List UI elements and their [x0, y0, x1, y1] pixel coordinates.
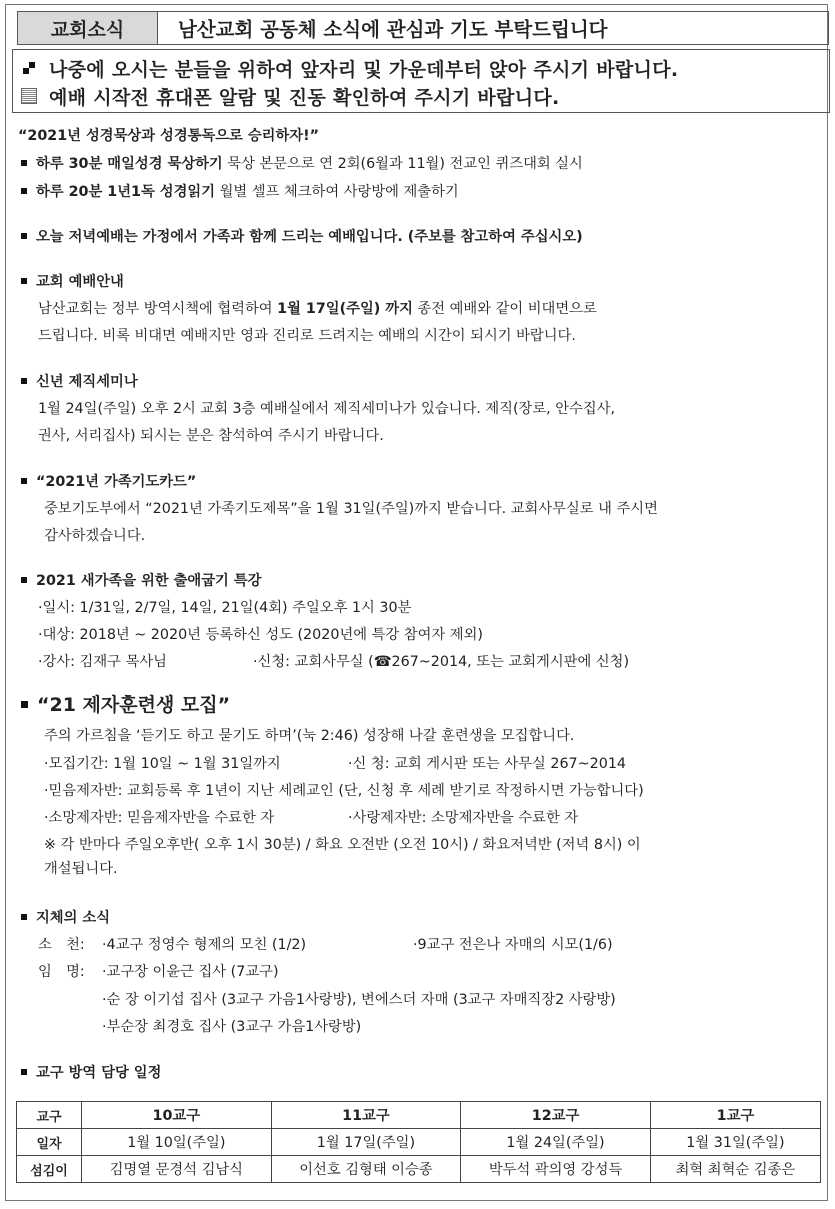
exodus-lecture-speaker: ·강사: 김재구 목사님 [38, 654, 167, 670]
row-label: 교구 [17, 1102, 82, 1129]
disciple-heading: “21 제자훈련생 모집” [18, 691, 230, 719]
death-item-1: ·4교구 정영수 형제의 모친 (1/2) [102, 937, 307, 953]
exodus-lecture-apply: ·신청: 교회사무실 (☎267~2014, 또는 교회게시판에 신청) [253, 654, 630, 670]
disinfection-schedule-table [16, 1101, 821, 1183]
table-row-servers [17, 1156, 821, 1183]
district-cell: 10교구 [82, 1102, 272, 1129]
members-heading: 지체의 소식 [18, 907, 110, 929]
date-cell: 1월 24일(주일) [461, 1129, 651, 1156]
date-cell: 1월 10일(주일) [82, 1129, 272, 1156]
servers-cell: 김명열 문경석 김남식 [82, 1156, 272, 1183]
appoint-item-3: ·부순장 최경호 집사 (3교구 가음1사랑방) [102, 1019, 362, 1035]
notice-line-seating: 나중에 오시는 분들을 위하여 앞자리 및 가운데부터 앉아 주시기 바랍니다. [21, 54, 829, 82]
bullet-icon [21, 577, 27, 583]
date-cell: 1월 17일(주일) [271, 1129, 461, 1156]
disciple-intro: 주의 가르침을 ‘듣기도 하고 묻기도 하며’(눅 2:46) 성장해 나갈 훈련생을 모집합니다. [44, 728, 575, 744]
bullet-icon [21, 188, 27, 194]
bullet-icon [21, 478, 27, 484]
bullet-icon [21, 1069, 27, 1075]
bible-item-meditation: 하루 30분 매일성경 묵상하기 묵상 본문으로 연 2회(6월과 11월) 전교인 퀴즈대회 실시 [18, 153, 583, 175]
disciple-schedule-note-2: 개설됩니다. [44, 861, 118, 877]
diagonal-squares-icon [21, 60, 37, 76]
table-row-date [17, 1129, 821, 1156]
appoint-label: 임 명: [38, 964, 85, 980]
row-label: 섬김이 [17, 1156, 82, 1183]
worship-text-2: 드립니다. 비록 비대면 예배지만 영과 진리로 드려지는 예배의 시간이 되시기 바랍니다. [38, 328, 576, 344]
exodus-lecture-target: ·대상: 2018년 ~ 2020년 등록하신 성도 (2020년에 특강 참여자 제외) [38, 627, 483, 643]
district-cell: 1교구 [650, 1102, 820, 1129]
prayer-card-heading: “2021년 가족기도카드” [18, 471, 196, 493]
notice-line-phone: 예배 시작전 휴대폰 알람 및 진동 확인하여 주시기 바랍니다. [21, 82, 829, 110]
servers-cell: 최혁 최혁순 김종은 [650, 1156, 820, 1183]
table-row-district [17, 1102, 821, 1129]
prayer-card-text-1: 중보기도부에서 “2021년 가족기도제목”을 1월 31일(주일)까지 받습니다. 교회사무실로 내 주시면 [44, 501, 658, 517]
death-item-2: ·9교구 전은나 자매의 시모(1/6) [413, 937, 613, 953]
bullet-icon [21, 278, 27, 284]
evening-service-note: 오늘 저녁예배는 가정에서 가족과 함께 드리는 예배입니다. (주보를 참고하여 주십시오) [18, 226, 583, 248]
row-label: 일자 [17, 1129, 82, 1156]
disciple-faith-class: ·믿음제자반: 교회등록 후 1년이 지난 세례교인 (단, 신청 후 세례 받기로 작정하시면 가능합니다) [44, 783, 644, 799]
bullet-icon [21, 378, 27, 384]
servers-cell: 이선호 김형태 이승종 [271, 1156, 461, 1183]
district-cell: 12교구 [461, 1102, 651, 1129]
seminar-heading: 신년 제직세미나 [18, 371, 138, 393]
disciple-hope-class: ·소망제자반: 믿음제자반을 수료한 자 [44, 810, 275, 826]
servers-cell: 박두석 곽의영 강성득 [461, 1156, 651, 1183]
appoint-item-2: ·순 장 이기섭 집사 (3교구 가음1사랑방), 변에스더 자매 (3교구 자매직장2 사랑방) [102, 992, 616, 1008]
exodus-lecture-heading: 2021 새가족을 위한 출애굽기 특강 [18, 570, 261, 592]
header-bar [17, 11, 829, 45]
section-tag: 교회소식 [18, 12, 158, 44]
worship-heading: 교회 예배안내 [18, 271, 124, 293]
appoint-item-1: ·교구장 이윤근 집사 (7교구) [102, 964, 279, 980]
death-label: 소 천: [38, 937, 85, 953]
bullet-icon [21, 233, 27, 239]
date-cell: 1월 31일(주일) [650, 1129, 820, 1156]
bible-slogan: “2021년 성경묵상과 성경통독으로 승리하자!” [18, 128, 320, 144]
disciple-love-class: ·사랑제자반: 소망제자반을 수료한 자 [348, 810, 579, 826]
seminar-text-2: 권사, 서리집사) 되시는 분은 참석하여 주시기 바랍니다. [38, 428, 384, 444]
bullet-icon [21, 914, 27, 920]
district-cell: 11교구 [271, 1102, 461, 1129]
disciple-schedule-note: ※ 각 반마다 주일오후반( 오후 1시 30분) / 화요 오전반 (오전 10시) / 화요저녁반 (저녁 8시) 이 [44, 837, 641, 853]
bulletin-page [5, 4, 828, 1201]
seminar-text-1: 1월 24일(주일) 오후 2시 교회 3층 예배실에서 제직세미나가 있습니다. 제직(장로, 안수집사, [38, 401, 616, 417]
disciple-apply: ·신 청: 교회 게시판 또는 사무실 267~2014 [348, 756, 627, 772]
worship-text-1: 남산교회는 정부 방역시책에 협력하여 1월 17일(주일) 까지 종전 예배와 같이 비대면으로 [38, 301, 597, 317]
bullet-icon [21, 160, 27, 166]
exodus-lecture-date: ·일시: 1/31일, 2/7일, 14일, 21일(4회) 주일오후 1시 30분 [38, 600, 412, 616]
checker-square-icon [21, 88, 37, 104]
bullet-icon [21, 701, 28, 708]
page-title: 남산교회 공동체 소식에 관심과 기도 부탁드립니다 [178, 18, 608, 41]
notice-box [12, 49, 830, 113]
disciple-period: ·모집기간: 1월 10일 ~ 1월 31일까지 [44, 756, 281, 772]
bible-item-reading: 하루 20분 1년1독 성경읽기 월별 셀프 체크하여 사랑방에 제출하기 [18, 181, 459, 203]
prayer-card-text-2: 감사하겠습니다. [44, 528, 146, 544]
schedule-heading: 교구 방역 담당 일정 [18, 1062, 161, 1084]
